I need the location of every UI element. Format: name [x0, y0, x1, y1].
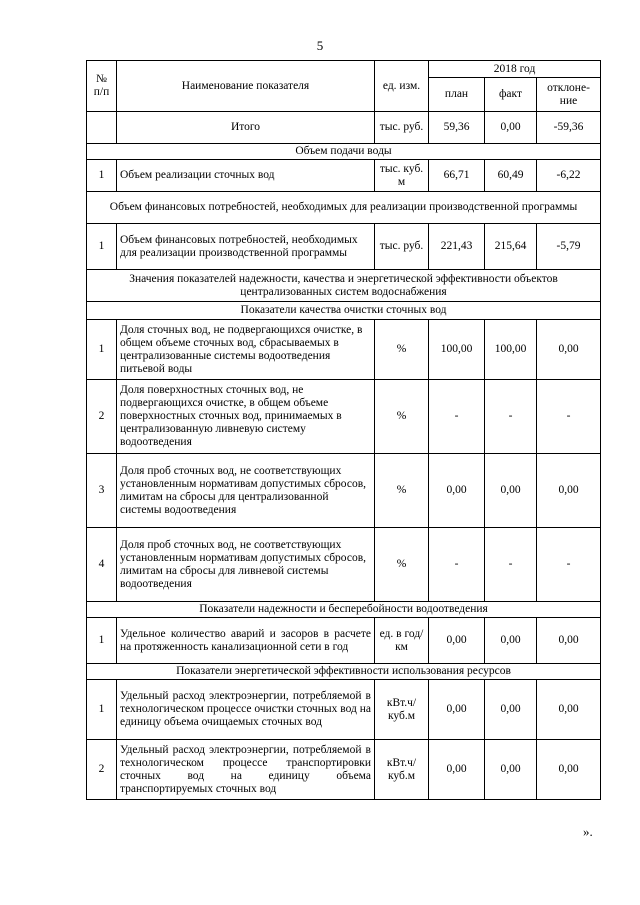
row-deviation: 0,00	[537, 740, 601, 800]
section-row	[87, 270, 601, 302]
row-deviation: 0,00	[537, 618, 601, 664]
total-row	[87, 112, 601, 144]
total-fact: 0,00	[485, 112, 537, 144]
row-plan: 66,71	[429, 160, 485, 192]
row-unit: %	[375, 528, 429, 602]
section-row	[87, 602, 601, 618]
row-num: 3	[87, 454, 117, 528]
row-plan: -	[429, 380, 485, 454]
row-deviation: -6,22	[537, 160, 601, 192]
indicators-table	[86, 60, 601, 800]
table-row	[87, 528, 601, 602]
header-unit: ед. изм.	[375, 61, 429, 112]
row-num: 1	[87, 224, 117, 270]
row-plan: 0,00	[429, 454, 485, 528]
row-deviation: 0,00	[537, 680, 601, 740]
table-row	[87, 454, 601, 528]
row-num: 1	[87, 680, 117, 740]
row-name: Удельный расход электроэнергии, потребляемой в технологическом процессе очистки сточных вод на единицу объема очищаемых сточных вод	[117, 680, 375, 740]
table-row	[87, 160, 601, 192]
total-unit: тыс. руб.	[375, 112, 429, 144]
header-deviation: отклоне-ние	[537, 78, 601, 112]
row-plan: 221,43	[429, 224, 485, 270]
row-fact: 0,00	[485, 680, 537, 740]
closing-quote: ».	[583, 824, 593, 839]
row-name: Удельный расход электроэнергии, потребляемой в технологическом процессе транспортировки сточных вод на единицу объема транспортируемых сточных вод	[117, 740, 375, 800]
section-row	[87, 302, 601, 320]
section-title: Значения показателей надежности, качества и энергетической эффективности объектов централизованных систем водоснабжения	[87, 270, 601, 302]
table-row	[87, 618, 601, 664]
table-header-row	[87, 61, 601, 78]
row-fact: 60,49	[485, 160, 537, 192]
row-plan: 0,00	[429, 618, 485, 664]
row-unit: кВт.ч/ куб.м	[375, 680, 429, 740]
row-unit: кВт.ч/ куб.м	[375, 740, 429, 800]
total-deviation: -59,36	[537, 112, 601, 144]
row-fact: 0,00	[485, 618, 537, 664]
header-fact: факт	[485, 78, 537, 112]
row-plan: 0,00	[429, 680, 485, 740]
table-row	[87, 740, 601, 800]
row-num: 1	[87, 160, 117, 192]
row-fact: 0,00	[485, 454, 537, 528]
header-plan: план	[429, 78, 485, 112]
table-row	[87, 224, 601, 270]
row-num: 2	[87, 380, 117, 454]
section-row	[87, 664, 601, 680]
section-title: Объем финансовых потребностей, необходимых для реализации производственной программы	[87, 192, 601, 224]
section-title: Показатели энергетической эффективности использования ресурсов	[87, 664, 601, 680]
row-plan: 100,00	[429, 320, 485, 380]
row-fact: -	[485, 528, 537, 602]
row-fact: 100,00	[485, 320, 537, 380]
row-unit: %	[375, 454, 429, 528]
header-name: Наименование показателя	[117, 61, 375, 112]
table-row	[87, 320, 601, 380]
row-name: Доля проб сточных вод, не соответствующих установленным нормативам допустимых сбросов, лимитам на сбросы для централизованной системы водоотведения	[117, 454, 375, 528]
section-row	[87, 144, 601, 160]
row-name: Доля сточных вод, не подвергающихся очистке, в общем объеме сточных вод, сбрасываемых в централизованные системы водоотведения питьевой воды	[117, 320, 375, 380]
section-title: Показатели качества очистки сточных вод	[87, 302, 601, 320]
header-year: 2018 год	[429, 61, 601, 78]
row-deviation: 0,00	[537, 454, 601, 528]
row-num: 2	[87, 740, 117, 800]
row-name: Доля проб сточных вод, не соответствующих установленным нормативам допустимых сбросов, лимитам на сбросы для ливневой системы водоотведения	[117, 528, 375, 602]
row-num: 4	[87, 528, 117, 602]
row-name: Объем реализации сточных вод	[117, 160, 375, 192]
row-deviation: 0,00	[537, 320, 601, 380]
row-unit: тыс. руб.	[375, 224, 429, 270]
header-num: № п/п	[87, 61, 117, 112]
row-deviation: -	[537, 528, 601, 602]
page-number: 5	[316, 38, 324, 53]
row-num: 1	[87, 320, 117, 380]
row-unit: %	[375, 380, 429, 454]
row-unit: ед. в год/ км	[375, 618, 429, 664]
row-name: Объем финансовых потребностей, необходимых для реализации производственной программы	[117, 224, 375, 270]
row-name: Удельное количество аварий и засоров в расчете на протяженность канализационной сети в год	[117, 618, 375, 664]
table-row	[87, 380, 601, 454]
total-label: Итого	[117, 112, 375, 144]
section-title: Показатели надежности и бесперебойности водоотведения	[87, 602, 601, 618]
row-plan: -	[429, 528, 485, 602]
row-unit: тыс. куб. м	[375, 160, 429, 192]
table-row	[87, 680, 601, 740]
row-name: Доля поверхностных сточных вод, не подвергающихся очистке, в общем объеме поверхностных сточных вод, принимаемых в централизованную ливневую систему водоотведения	[117, 380, 375, 454]
row-deviation: -5,79	[537, 224, 601, 270]
total-plan: 59,36	[429, 112, 485, 144]
row-fact: -	[485, 380, 537, 454]
row-num: 1	[87, 618, 117, 664]
row-fact: 0,00	[485, 740, 537, 800]
row-fact: 215,64	[485, 224, 537, 270]
section-title: Объем подачи воды	[87, 144, 601, 160]
row-deviation: -	[537, 380, 601, 454]
row-unit: %	[375, 320, 429, 380]
section-row	[87, 192, 601, 224]
row-plan: 0,00	[429, 740, 485, 800]
